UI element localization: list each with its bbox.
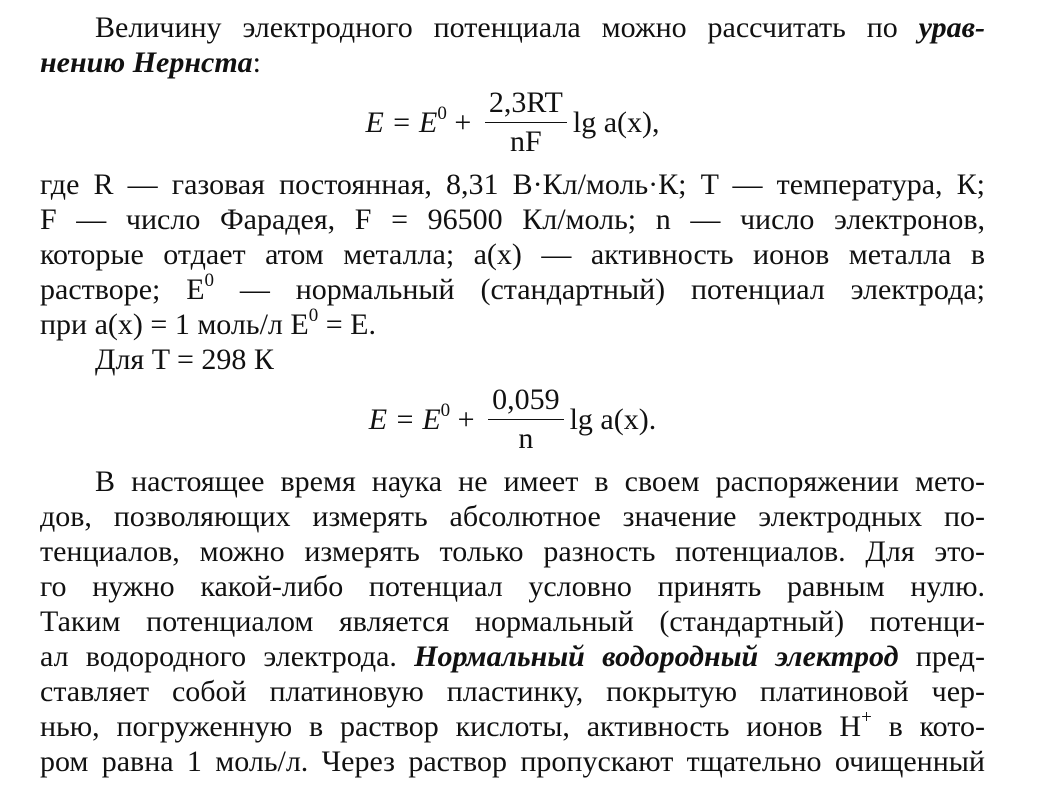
para-hydrogen-line1: В настоящее время наука не имеет в своем распоряжении мето- (95, 465, 985, 498)
para-variables-line3: которые отдает атом металла; a(x) — активность ионов металла в (40, 238, 985, 271)
para-hydrogen-line9: ром равна 1 моль/л. Через раствор пропускают тщательно очищенный (40, 745, 985, 778)
hydrogen-electrode-term: Нормальный водородный электрод (414, 640, 899, 673)
para-nernst-intro-line1: Величину электродного потенциала можно рассчитать по урав- (95, 11, 985, 44)
nernst-fraction (485, 86, 567, 159)
para-variables-line1: где R — газовая постоянная, 8,31 В·Кл/моль·К; T — температура, К; (40, 168, 985, 201)
para-hydrogen-line2: дов, позволяющих измерять абсолютное значение электродных по- (40, 500, 985, 533)
para-temperature-line: Для T = 298 К (95, 343, 274, 376)
fraction-numerator: 0,059 (488, 383, 564, 420)
para-hydrogen-line7: ставляет собой платиновую пластинку, покрытую платиновой чер- (40, 675, 985, 708)
para-hydrogen-line4: го нужно какой-либо потенциал условно принять равным нулю. (40, 570, 985, 603)
para-hydrogen-line3: тенциалов, можно измерять только разность потенциалов. Для это- (40, 535, 985, 568)
document-page (40, 10, 985, 779)
para-hydrogen-line8: нью, погруженную в раствор кислоты, активность ионов H+ в кото- (40, 707, 985, 743)
para-nernst-intro-line2: нению Нернста: (40, 46, 262, 79)
fraction-denominator: n (518, 422, 534, 455)
nernst-fraction-298k (488, 383, 564, 456)
para-hydrogen-line5: Таким потенциалом является нормальный (стандартный) потенци- (40, 605, 985, 638)
nernst-equation-term: урав- (918, 11, 985, 44)
nernst-equation-term-cont: нению Нернста (40, 46, 253, 79)
para-variables-line2: F — число Фарадея, F = 96500 Кл/моль; n — число электронов, (40, 203, 985, 236)
fraction-numerator: 2,3RT (485, 86, 567, 123)
para-variables-line5: при a(x) = 1 моль/л $E^0 = E$. (40, 305, 376, 341)
para-hydrogen-line6: ал водородного электрода. Нормальный водородный электрод пред- (40, 640, 985, 673)
nernst-formula-298k: $E = E^0$ + $\frac{0,059}{n}$ lg a(x). (368, 383, 657, 455)
fraction-denominator: nF (509, 125, 542, 158)
nernst-formula: $E = E^0$ + $\frac{2,3RT}{nF}$ lg a(x), (365, 86, 660, 158)
para-variables-line4: растворе; $E^0$ — нормальный (стандартный) потенциал электрода; (40, 270, 985, 306)
